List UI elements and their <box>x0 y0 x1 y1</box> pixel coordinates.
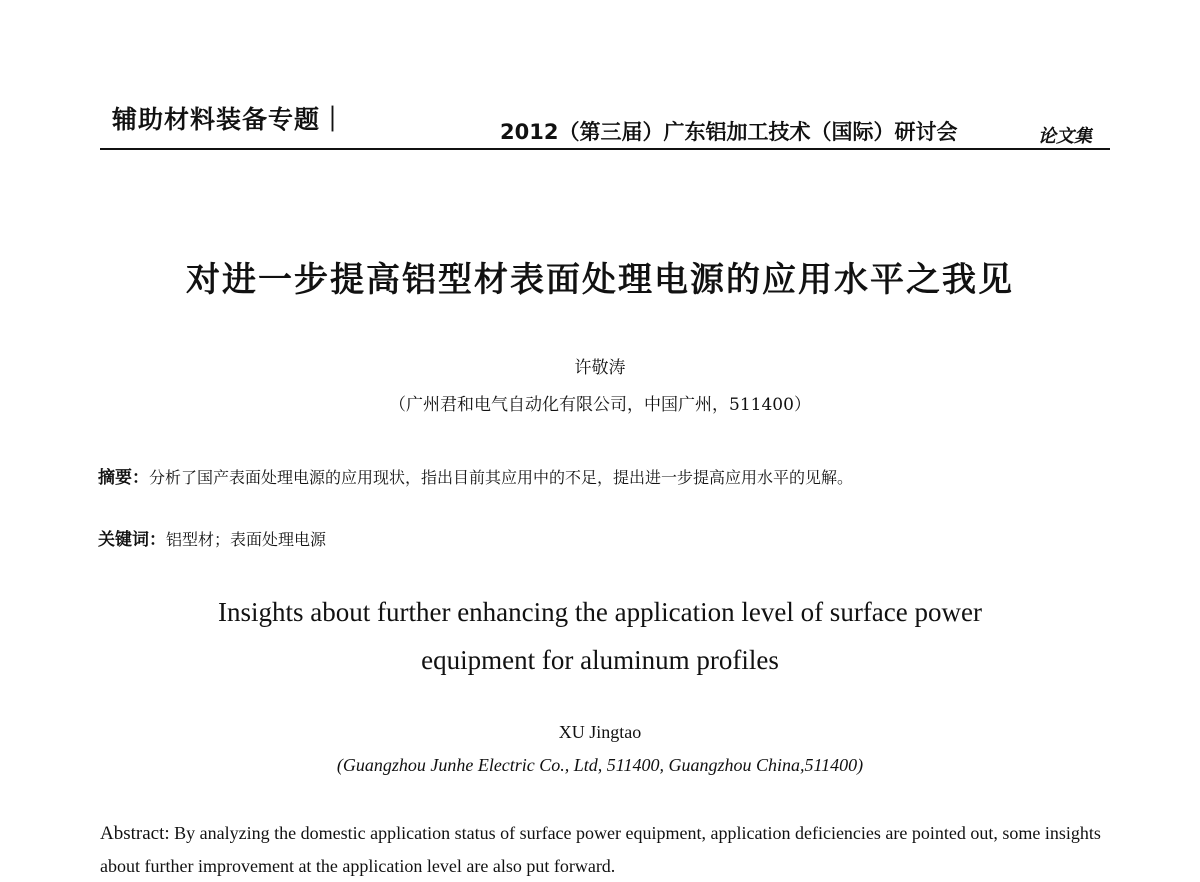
abstract-label-en: Abstract: <box>100 823 170 844</box>
abstract-label-cn: 摘要： <box>98 468 149 488</box>
abstract-text-en: By analyzing the domestic application status of surface power equipment, application deficiencies are pointed out, some insights about further improvement at the application level are also put forward. <box>100 823 1101 876</box>
header-divider <box>100 148 1110 150</box>
section-header: 辅助材料装备专题｜ <box>112 105 347 134</box>
abstract-cn <box>98 463 853 488</box>
affiliation-en: (Guangzhou Junhe Electric Co., Ltd, 511400, Guangzhou China,511400) <box>336 755 864 775</box>
author-en: XU Jingtao <box>558 722 642 742</box>
paper-title-cn: 对进一步提高铝型材表面处理电源的应用水平之我见 <box>186 260 1014 300</box>
keywords-text-cn: 铝型材；表面处理电源 <box>166 530 327 549</box>
keywords-cn <box>98 525 326 550</box>
abstract-text-cn: 分析了国产表面处理电源的应用现状，指出目前其应用中的不足，提出进一步提高应用水平的见解。 <box>149 468 854 487</box>
abstract-en <box>100 817 1110 882</box>
conference-title: 2012（第三届）广东铝加工技术（国际）研讨会 <box>500 120 958 144</box>
paper-title-en-line2: equipment for aluminum profiles <box>421 645 779 675</box>
keywords-label-cn: 关键词： <box>98 530 166 550</box>
affiliation-cn: （广州君和电气自动化有限公司，中国广州，511400） <box>389 395 811 415</box>
proceedings-label: 论文集 <box>1038 126 1092 147</box>
paper-title-en-line1: Insights about further enhancing the application level of surface power <box>218 597 982 627</box>
author-cn: 许敬涛 <box>574 358 626 378</box>
